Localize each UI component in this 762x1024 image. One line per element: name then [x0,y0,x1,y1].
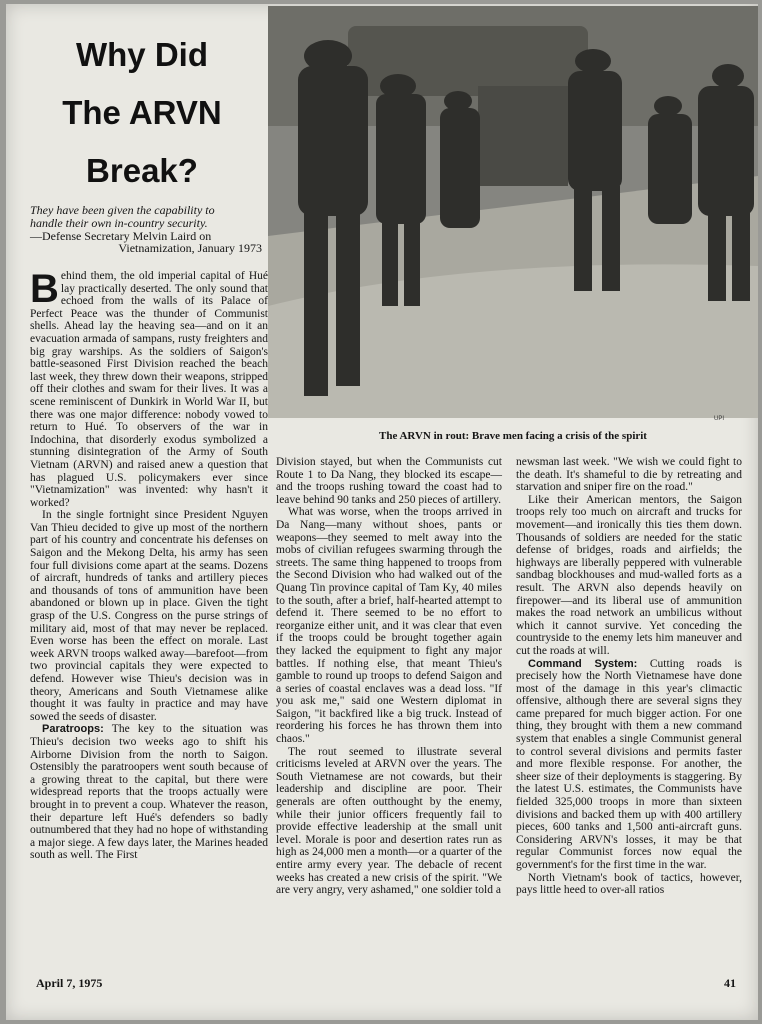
headline [26,26,258,200]
column-1 [30,267,268,862]
subhead-command-system: Command System: [528,657,638,670]
paragraph: North Vietnam's book of tactics, however, pays little heed to over-all ratios [516,871,742,897]
paragraph: Like their American mentors, the Saigon troops rely too much on aircraft and trucks for movement—and ironically this ties them down. Thousands of soldiers are needed for the static defense of bridges, roads and airfields; the highways are liberally peppered with vulnerable sandbag blockhouses and mud-walled forts as a result. The ARVN also depends heavily on firepower—and its liberal use of ammunition makes the road network an umbilicus without which it cannot survive. Yet conceding the countryside to the enemy lets him maneuver and cut the roads at will. [516,493,742,657]
footer-date: April 7, 1975 [36,976,103,990]
paragraph: What was worse, when the troops arrived in Da Nang—many without shoes, pants or weapons—they seemed to melt away into the mobs of civilian refugees swarming through the streets. The same thing happened to troops from the Second Division who had walked out of the Quang Tin province capital of Tam Ky, 40 miles to the south, after a brief, half-hearted attempt to defend it. There seemed to be no effort to reorganize either unit, and it was clear that even if the troops could be brought together again they lacked the equipment to fight any major battles. If nothing else, that meant Thieu's gamble to round up troops to defend Saigon and a series of coastal enclaves was a dead loss. "If you ask me," said one Western diplomat in Saigon, "it backfired like a big truck. Instead of reordering his forces he has thrown them into chaos." [276,506,502,746]
paragraph [516,658,742,872]
paragraph: Division stayed, but when the Communists cut Route 1 to Da Nang, they blocked its escape—and the troops rushing toward the coast had to leave behind 90 tanks and 250 pieces of artillery. [276,456,502,506]
page-number: 41 [724,976,736,990]
paragraph-text: ehind them, the old imperial capital of Hué lay practically deserted. The only sound that echoed from the walls of its Palace of Perfect Peace was the thunder of Communist shells. Ahead lay the heaving sea—and on it an evacuation armada of sampans, rusty freighters and big gray warships. As the soldiers of Saigon's battle-seasoned First Division reached the beach last week, they threw down their weapons, stripped off their clothes and swam for their lives. It was a scene reminiscent of Dunkirk in World War II, but there was one major difference: nobody vowed to return to Hué. To observers of the war in Indochina, that disorderly exodus symbolized a stunning disintegration of the Army of South Vietnam (ARVN) and raised anew a question that has plagued U.S. policymakers ever since "Vietnamization" was invented: why hasn't it worked? [30,270,268,509]
paragraph-text: Cutting roads is precisely how the North Vietnamese have done most of the damage in this year's climactic offensive, although there are several signs they came prepared for much bigger action. For one thing, they brought with them a new command system that enables a single Communist general to control several divisions and permits faster and more flexible response. For another, the sheer size of their deployments is staggering. By the latest U.S. estimates, the Communists have fielded 325,000 troops in more than sixteen divisions and backed them up with 400 artillery pieces, 600 tanks and 1,500 anti-aircraft guns. Considering ARVN's losses, it may be that regular Communist forces now equal the government's for the first time in the war. [516,657,742,871]
epigraph-attribution-line-2: Vietnamization, January 1973 [118,241,262,256]
photo-credit: UPI [714,416,725,422]
headline-line-2: The ARVN [62,94,222,131]
article-photo [268,6,758,418]
column-2 [276,456,502,897]
column-3 [516,456,742,897]
magazine-page [6,4,758,1020]
paragraph-text: The key to the situation was Thieu's decision two weeks ago to shift his Airborne Division from the north to Saigon. Ostensibly the paratroopers went south because of a growing threat to the capital, but there were widespread reports that the troops actually were brought in to prevent a coup. Whatever the reason, their departure left Hué's defenders so badly outnumbered that they had no hope of withstanding a major siege. A few days later, the Marines headed south as well. The First [30,723,268,862]
paragraph [30,723,268,862]
photo-caption: The ARVN in rout: Brave men facing a crisis of the spirit [379,430,647,442]
paragraph: The rout seemed to illustrate several criticisms leveled at ARVN over the years. The South Vietnamese are not cowards, but their leadership and discipline are poor. Their generals are often outthought by the enemy, while their junior officers frequently fail to provide effective leadership at the small unit level. Morale is poor and desertion rates run as high as 24,000 men a month—or a quarter of the entire army every year. The debacle of recent weeks has created a new crisis of the spirit. "We are very angry, very ashamed," one soldier told a [276,745,502,897]
epigraph [30,204,262,255]
headline-line-1: Why Did [76,36,208,73]
drop-cap: B [30,267,59,311]
soldiers-photo-illustration [268,6,758,418]
epigraph-quote-line-2: handle their own in-country security. [30,215,208,230]
subhead-paratroops: Paratroops: [42,723,104,736]
paragraph: In the single fortnight since President Nguyen Van Thieu decided to give up most of the northern part of his country and concentrate his defenses on Saigon and the Mekong Delta, his army has seen four full divisions come apart at the seams. Dozens of aircraft, hundreds of tanks and artillery pieces and thousands of tons of ammunition have been abandoned or blown up in place. Given the tight grasp of the U.S. Congress on the purse strings of military aid, most of that may never be replaced. Even worse has been the effect on morale. Last week ARVN troops walked away—barefoot—from two provincial capitals they were expected to defend. However wise Thieu's decision was in theory, Americans and South Vietnamese alike thought it was faulty in practice and may have sowed the seeds of disaster. [30,509,268,723]
epigraph-quote-line-1: They have been given the capability to [30,203,215,217]
paragraph: newsman last week. "We wish we could fight to the death. It's shameful to die by retreating and starvation and sniper fire on the road." [516,456,742,494]
headline-line-3: Break? [86,152,198,189]
paragraph [30,267,268,509]
epigraph-attribution-line-1: —Defense Secretary Melvin Laird on [30,228,212,243]
